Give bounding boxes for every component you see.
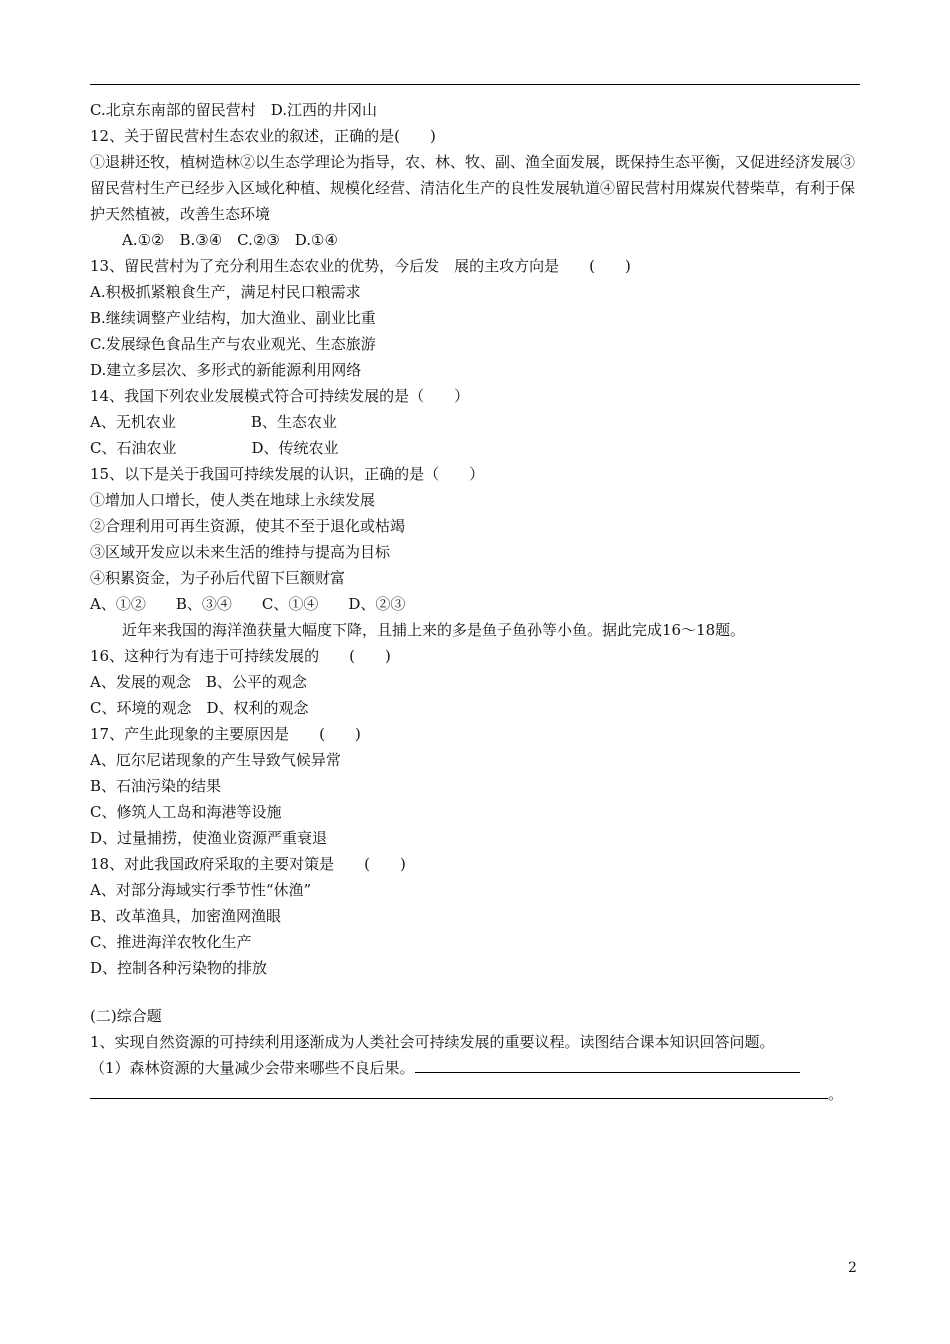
part-1-prompt: （1）森林资源的大量减少会带来哪些不良后果。 — [90, 1059, 415, 1077]
question-18-option-b: B、改革渔具，加密渔网渔眼 — [90, 907, 282, 925]
question-18: 18、对此我国政府采取的主要对策是 ( ) — [90, 855, 406, 873]
section-gap — [90, 981, 860, 1003]
question-18-option-d: D、控制各种污染物的排放 — [90, 959, 268, 977]
question-15-options: A、①② B、③④ C、①④ D、②③ — [90, 595, 406, 613]
question-12: 12、关于留民营村生态农业的叙述，正确的是( ) — [90, 127, 436, 145]
question-15-statement-4: ④积累资金，为子孙后代留下巨额财富 — [90, 569, 346, 587]
passage-intro: 近年来我国的海洋渔获量大幅度下降，且捕上来的多是鱼子鱼孙等小鱼。据此完成16～18题。 — [122, 621, 746, 639]
comprehensive-question-1-part-1 — [90, 1055, 860, 1081]
question-18-option-c: C、推进海洋农牧化生产 — [90, 933, 252, 951]
question-15-statement-2: ②合理利用可再生资源，使其不至于退化或枯竭 — [90, 517, 406, 535]
page-number: 2 — [848, 1260, 857, 1276]
question-13-option-a: A.积极抓紧粮食生产，满足村民口粮需求 — [90, 283, 361, 301]
question-12-options: A.①② B.③④ C.②③ D.①④ — [122, 231, 338, 249]
question-13-option-d: D.建立多层次、多形式的新能源利用网络 — [90, 361, 362, 379]
option-line: C.北京东南部的留民营村 D.江西的井冈山 — [90, 101, 377, 119]
question-14: 14、我国下列农业发展模式符合可持续发展的是（ ） — [90, 387, 470, 405]
question-14-options-cd: C、石油农业 D、传统农业 — [90, 439, 339, 457]
answer-line-2 — [90, 1081, 860, 1107]
answer-end-mark: 。 — [828, 1085, 844, 1103]
question-15-statement-3: ③区域开发应以未来生活的维持与提高为目标 — [90, 543, 391, 561]
question-17: 17、产生此现象的主要原因是 ( ) — [90, 725, 361, 743]
section-heading: (二)综合题 — [90, 1007, 162, 1025]
question-14-options-ab: A、无机农业 B、生态农业 — [90, 413, 337, 431]
answer-blank-2[interactable] — [90, 1082, 828, 1099]
answer-blank-1[interactable] — [415, 1056, 800, 1073]
question-13-option-b: B.继续调整产业结构，加大渔业、副业比重 — [90, 309, 376, 327]
question-12-statements: ①退耕还牧，植树造林②以生态学理论为指导，农、林、牧、副、渔全面发展，既保持生态平衡，又促进经济发展③留民营村生产已经步入区域化种植、规模化经营、清洁化生产的良性发展轨道④留民营村用煤炭代替柴草，有利于保护天然植被，改善生态环境 — [90, 153, 856, 223]
question-16-options-ab: A、发展的观念 B、公平的观念 — [90, 673, 307, 691]
question-16-options-cd: C、环境的观念 D、权利的观念 — [90, 699, 309, 717]
comprehensive-question-1: 1、实现自然资源的可持续利用逐渐成为人类社会可持续发展的重要议程。读图结合课本知识回答问题。 — [90, 1033, 775, 1051]
question-17-option-a: A、厄尔尼诺现象的产生导致气候异常 — [90, 751, 341, 769]
question-15-statement-1: ①增加人口增长，使人类在地球上永续发展 — [90, 491, 376, 509]
question-13-option-c: C.发展绿色食品生产与农业观光、生态旅游 — [90, 335, 376, 353]
question-17-option-d: D、过量捕捞，使渔业资源严重衰退 — [90, 829, 328, 847]
header-rule — [90, 84, 860, 85]
question-17-option-c: C、修筑人工岛和海港等设施 — [90, 803, 282, 821]
question-16: 16、这种行为有违于可持续发展的 ( ) — [90, 647, 391, 665]
question-17-option-b: B、石油污染的结果 — [90, 777, 222, 795]
question-18-option-a: A、对部分海域实行季节性“休渔” — [90, 881, 312, 899]
question-13: 13、留民营村为了充分利用生态农业的优势，今后发 展的主攻方向是 ( ) — [90, 257, 631, 275]
document-body — [90, 97, 860, 1107]
question-15: 15、以下是关于我国可持续发展的认识，正确的是（ ） — [90, 465, 485, 483]
